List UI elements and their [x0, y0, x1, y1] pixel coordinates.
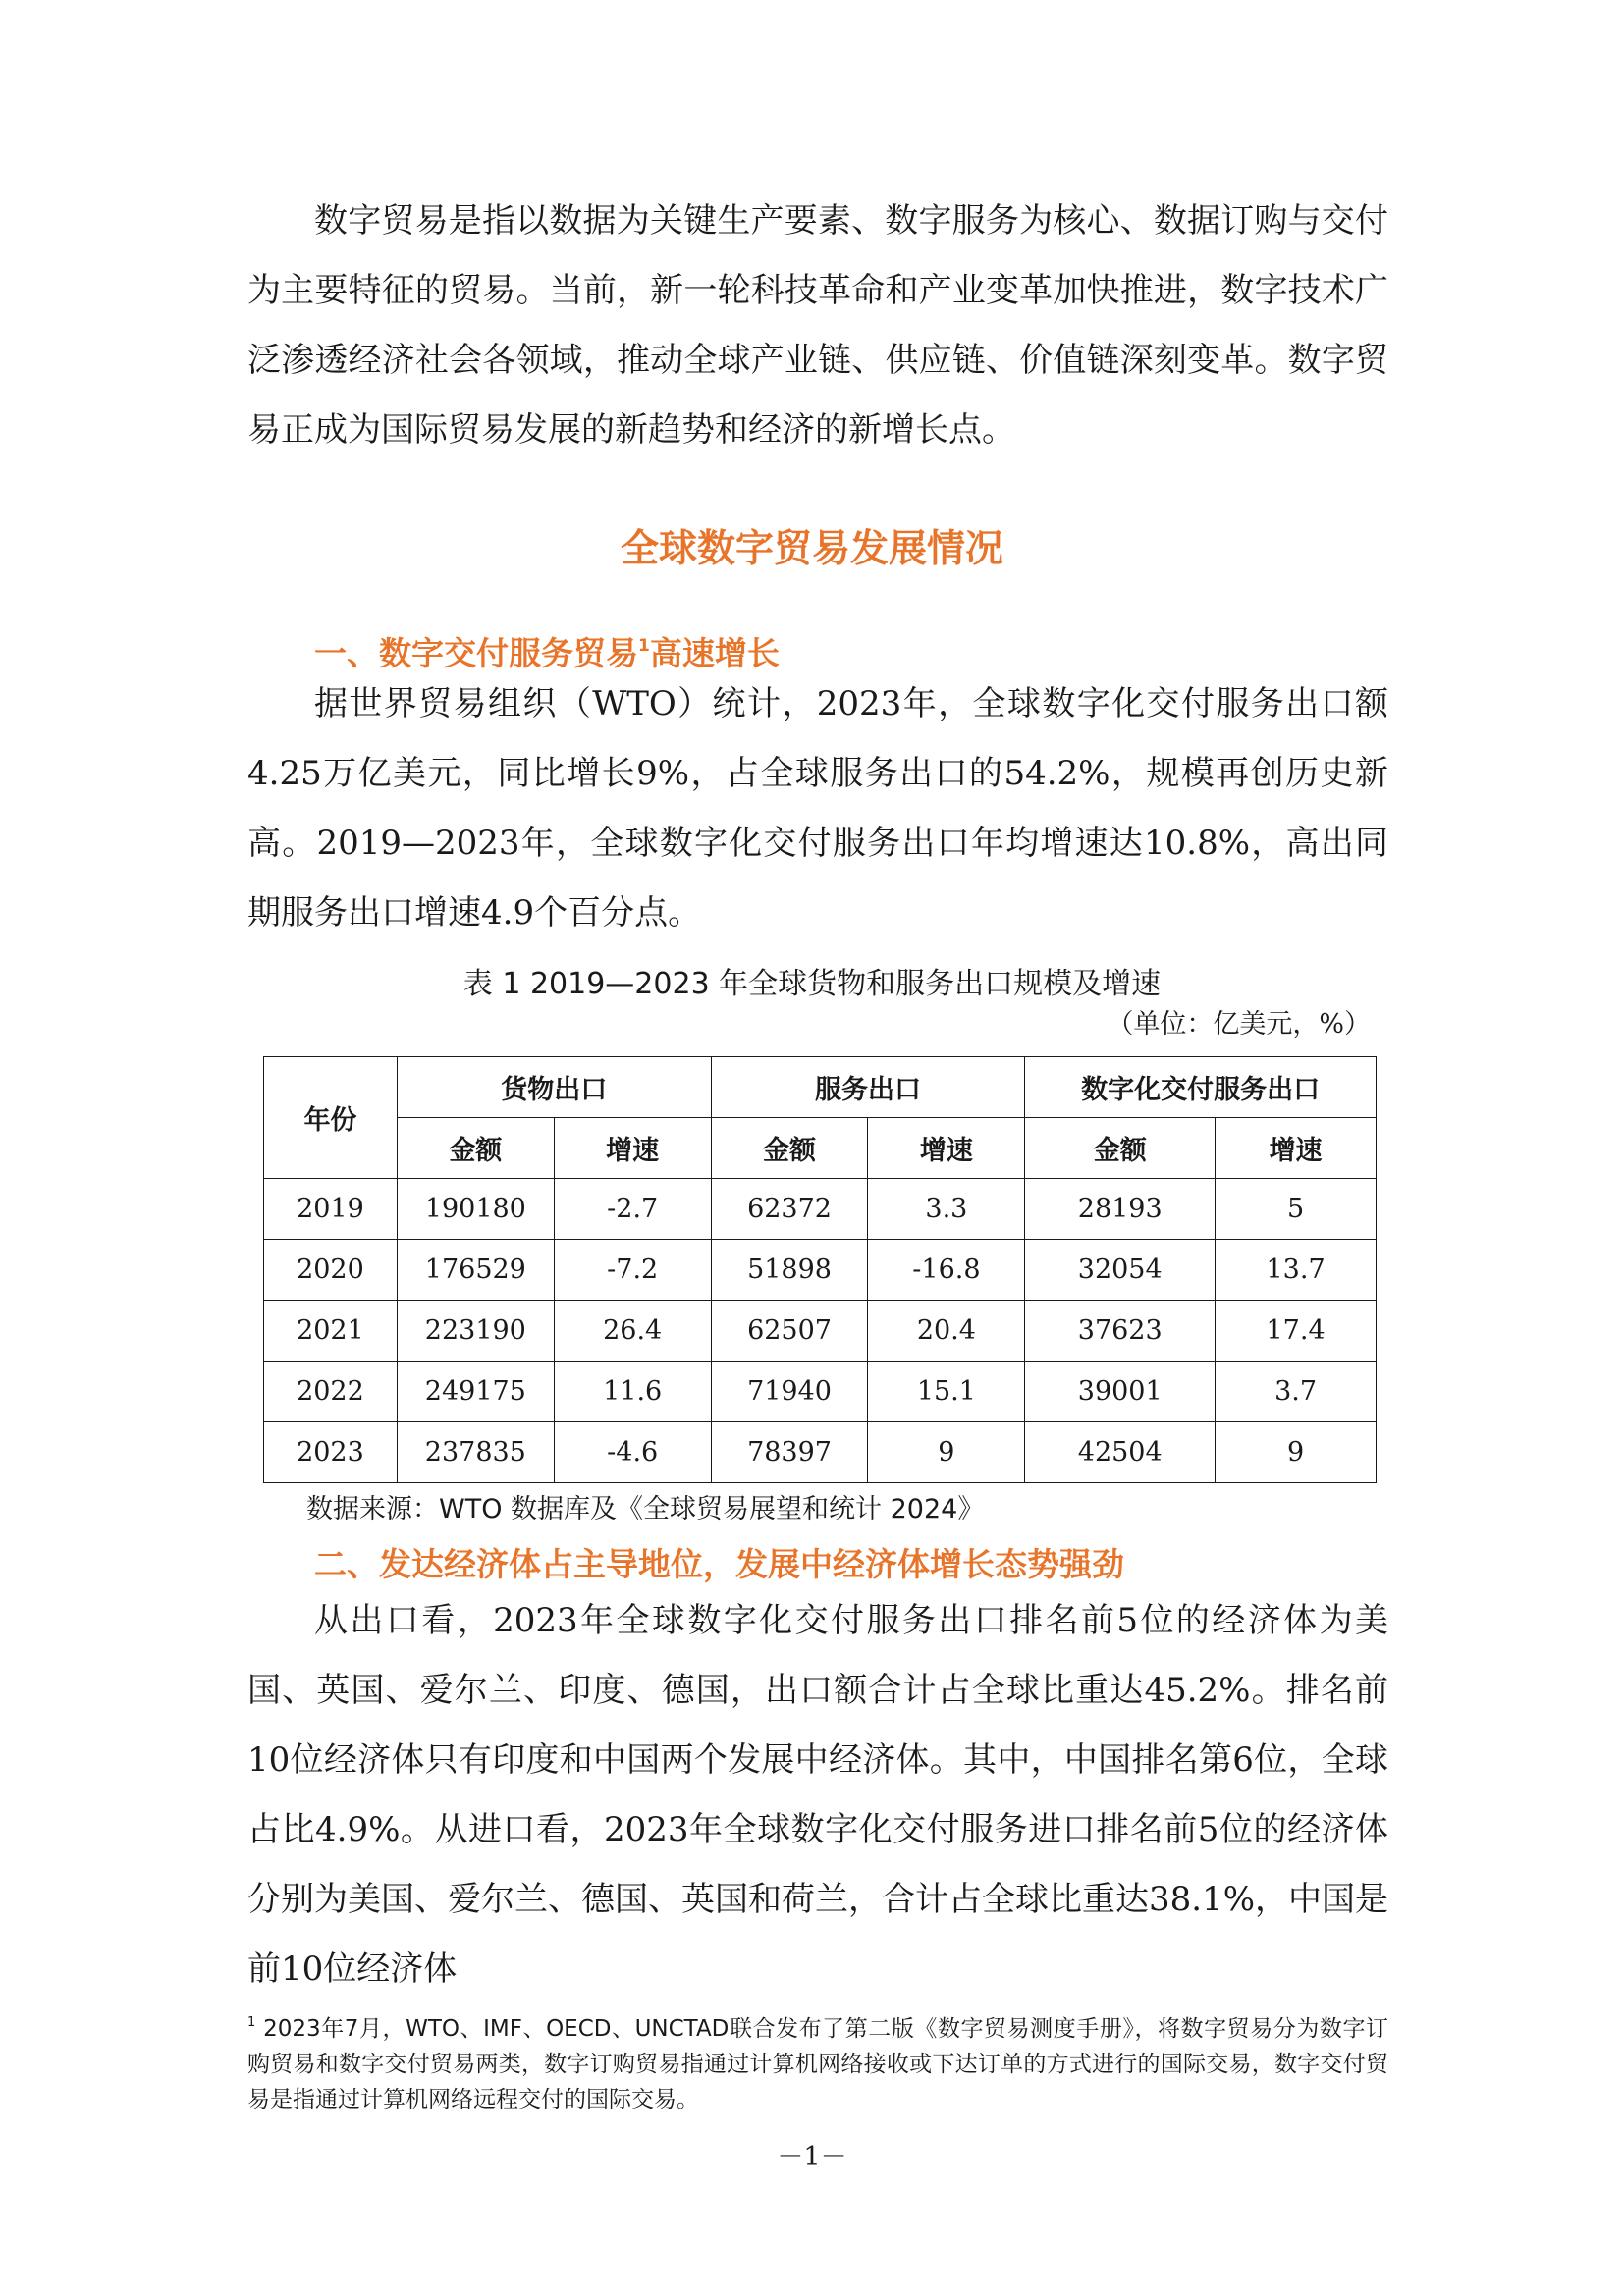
table-subheader-row	[264, 1118, 1377, 1179]
cell-goods-growth: 11.6	[554, 1362, 711, 1422]
subsection-2-title: 二、发达经济体占主导地位，发展中经济体增长态势强劲	[314, 1545, 1124, 1583]
table-source: 数据来源：WTO 数据库及《全球贸易展望和统计 2024》	[306, 1494, 985, 1524]
cell-goods-growth: 26.4	[554, 1301, 711, 1362]
subheader-growth: 增速	[1216, 1118, 1377, 1179]
table-row	[264, 1362, 1377, 1422]
cell-goods-growth: -7.2	[554, 1240, 711, 1301]
table-row	[264, 1179, 1377, 1240]
cell-goods-amount: 190180	[397, 1179, 554, 1240]
header-year: 年份	[264, 1057, 398, 1179]
cell-digital-growth: 13.7	[1216, 1240, 1377, 1301]
cell-digital-amount: 28193	[1025, 1179, 1216, 1240]
subsection-1-title-text: 一、数字交付服务贸易	[314, 634, 638, 672]
cell-services-growth: 20.4	[868, 1301, 1025, 1362]
cell-digital-amount: 32054	[1025, 1240, 1216, 1301]
cell-goods-amount: 223190	[397, 1301, 554, 1362]
cell-digital-amount: 39001	[1025, 1362, 1216, 1422]
table-unit: （单位：亿美元，%）	[1107, 1009, 1371, 1040]
cell-goods-amount: 249175	[397, 1362, 554, 1422]
cell-year: 2020	[264, 1240, 398, 1301]
header-goods: 货物出口	[397, 1057, 711, 1118]
cell-services-growth: 15.1	[868, 1362, 1025, 1422]
cell-digital-growth: 3.7	[1216, 1362, 1377, 1422]
subsection-1-title-tail: 高速增长	[649, 634, 780, 672]
cell-digital-amount: 37623	[1025, 1301, 1216, 1362]
cell-digital-amount: 42504	[1025, 1422, 1216, 1483]
cell-year: 2023	[264, 1422, 398, 1483]
subheader-growth: 增速	[868, 1118, 1025, 1179]
export-table	[263, 1056, 1377, 1483]
cell-goods-growth: -2.7	[554, 1179, 711, 1240]
cell-services-growth: 3.3	[868, 1179, 1025, 1240]
subheader-growth: 增速	[554, 1118, 711, 1179]
cell-services-growth: -16.8	[868, 1240, 1025, 1301]
cell-services-amount: 62507	[711, 1301, 868, 1362]
intro-paragraph: 数字贸易是指以数据为关键生产要素、数字服务为核心、数据订购与交付为主要特征的贸易。当前，新一轮科技革命和产业变革加快推进，数字技术广泛渗透经济社会各领域，推动全球产业链、供应链、价值链深刻变革。数字贸易正成为国际贸易发展的新趋势和经济的新增长点。	[247, 201, 1388, 450]
cell-services-growth: 9	[868, 1422, 1025, 1483]
subsection-1-paragraph: 据世界贸易组织（WTO）统计，2023年，全球数字化交付服务出口额4.25万亿美元，同比增长9%，占全球服务出口的54.2%，规模再创历史新高。2019—2023年，全球数字化交付服务出口年均增速达10.8%，高出同期服务出口增速4.9个百分点。	[247, 684, 1388, 933]
subsection-2-paragraph: 从出口看，2023年全球数字化交付服务出口排名前5位的经济体为美国、英国、爱尔兰、印度、德国，出口额合计占全球比重达45.2%。排名前10位经济体只有印度和中国两个发展中经济体。其中，中国排名第6位，全球占比4.9%。从进口看，2023年全球数字化交付服务进口排名前5位的经济体分别为美国、爱尔兰、德国、英国和荷兰，合计占全球比重达38.1%，中国是前10位经济体	[247, 1601, 1389, 1989]
table-row	[264, 1422, 1377, 1483]
cell-year: 2019	[264, 1179, 398, 1240]
footnote-ref[interactable]: 1	[638, 636, 650, 656]
section-title: 全球数字贸易发展情况	[620, 527, 1003, 571]
page-number: －1－	[777, 2142, 847, 2172]
header-digital: 数字化交付服务出口	[1025, 1057, 1377, 1118]
footnote-text: 2023年7月，WTO、IMF、OECD、UNCTAD联合发布了第二版《数字贸易测度手册》，将数字贸易分为数字订购贸易和数字交付贸易两类，数字订购贸易指通过计算机网络接收或下达订单的方式进行的国际交易，数字交付贸易是指通过计算机网络远程交付的国际交易。	[247, 2016, 1388, 2112]
subheader-amount: 金额	[1025, 1118, 1216, 1179]
cell-services-amount: 78397	[711, 1422, 868, 1483]
cell-digital-growth: 17.4	[1216, 1301, 1377, 1362]
subheader-amount: 金额	[397, 1118, 554, 1179]
table-row	[264, 1301, 1377, 1362]
cell-services-amount: 62372	[711, 1179, 868, 1240]
header-services: 服务出口	[711, 1057, 1025, 1118]
cell-services-amount: 71940	[711, 1362, 868, 1422]
cell-goods-growth: -4.6	[554, 1422, 711, 1483]
cell-digital-growth: 9	[1216, 1422, 1377, 1483]
table-header-row	[264, 1057, 1377, 1118]
cell-goods-amount: 176529	[397, 1240, 554, 1301]
table-row	[264, 1240, 1377, 1301]
cell-digital-growth: 5	[1216, 1179, 1377, 1240]
cell-services-amount: 51898	[711, 1240, 868, 1301]
table-caption: 表 1 2019—2023 年全球货物和服务出口规模及增速	[462, 967, 1162, 1001]
cell-goods-amount: 237835	[397, 1422, 554, 1483]
subheader-amount: 金额	[711, 1118, 868, 1179]
cell-year: 2021	[264, 1301, 398, 1362]
footnote	[247, 2005, 1388, 2117]
cell-year: 2022	[264, 1362, 398, 1422]
footnote-mark: 1	[247, 2015, 256, 2030]
